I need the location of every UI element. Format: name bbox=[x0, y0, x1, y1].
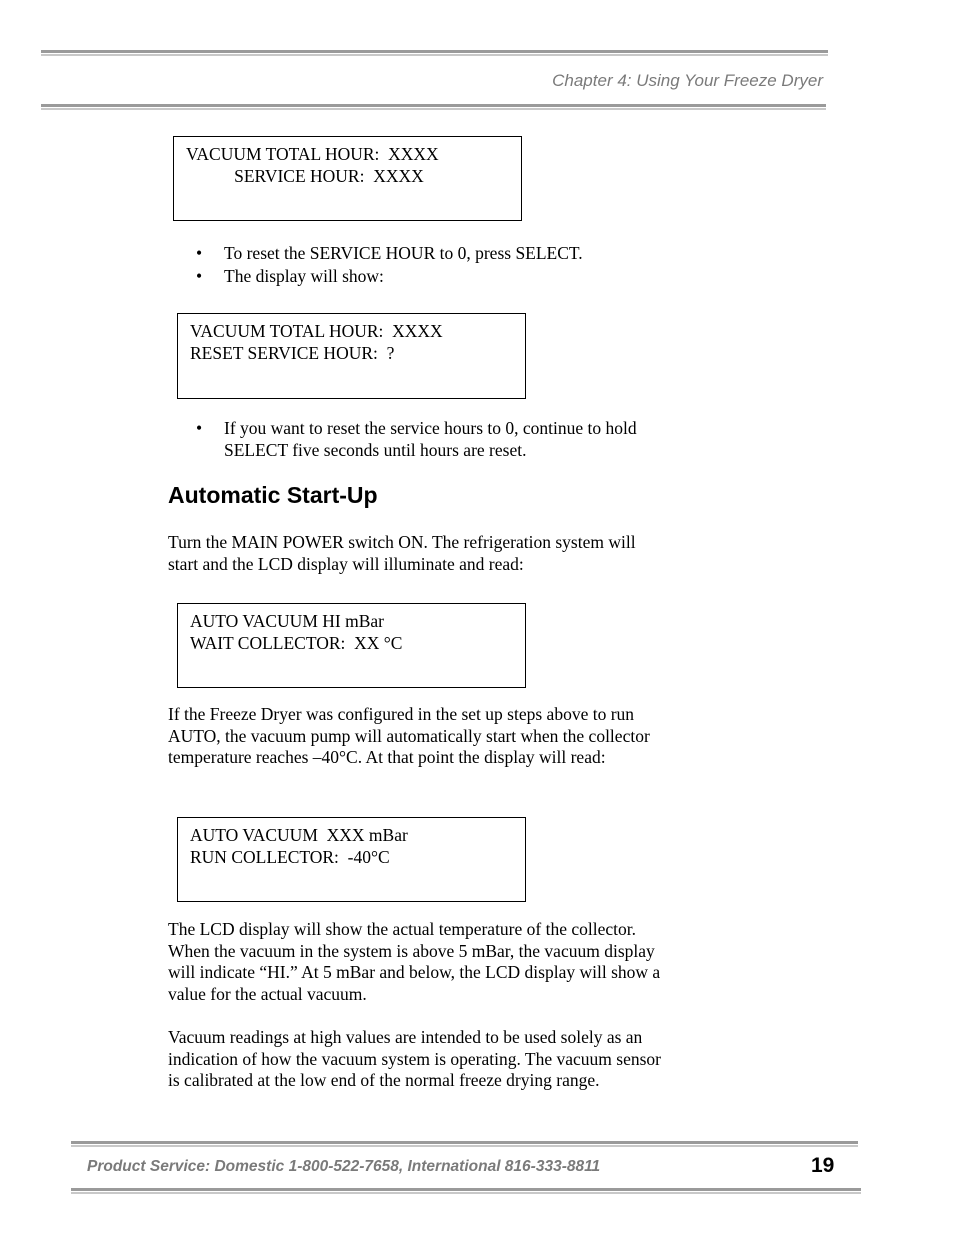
vacuum-readings-paragraph: Vacuum readings at high values are intended to be used solely as an indication of how the vacuum system is operating. The vacuum sensor is calibrated at the low end of the normal freeze drying range. bbox=[168, 1027, 661, 1091]
lcd-line: VACUUM TOTAL HOUR: XXXX bbox=[186, 144, 439, 164]
footer-rule-bottom-shadow bbox=[71, 1192, 861, 1194]
header-rule-top-shadow bbox=[41, 54, 828, 56]
auto-paragraph: If the Freeze Dryer was configured in the set up steps above to run AUTO, the vacuum pump will automatically start when the collector temperature reaches –40°C. At that point the display will read: bbox=[168, 704, 650, 768]
bullet-text: If you want to reset the service hours to 0, continue to hold SELECT five seconds until hours are reset. bbox=[224, 418, 637, 460]
header-rule-top bbox=[41, 50, 828, 53]
lcd-line: AUTO VACUUM HI mBar bbox=[190, 611, 384, 631]
lcd-line: AUTO VACUUM XXX mBar bbox=[190, 825, 408, 845]
bullet-icon: • bbox=[196, 418, 203, 438]
list-item bbox=[196, 265, 666, 287]
lcd-description-paragraph: The LCD display will show the actual temperature of the collector. When the vacuum in the system is above 5 mBar, the vacuum display will indicate “HI.” At 5 mBar and below, the LCD display will show a value for the actual vacuum. bbox=[168, 919, 661, 1004]
lcd-line: RESET SERVICE HOUR: ? bbox=[190, 343, 395, 363]
footer-rule-top bbox=[71, 1141, 858, 1144]
chapter-title: Chapter 4: Using Your Freeze Dryer bbox=[552, 71, 823, 90]
lcd-service-hours bbox=[173, 136, 522, 221]
bullet-icon: • bbox=[196, 266, 203, 286]
bullet-list bbox=[196, 417, 676, 461]
bullet-text: The display will show: bbox=[224, 266, 384, 286]
lcd-reset-service bbox=[177, 313, 526, 399]
footer-rule-bottom bbox=[71, 1188, 861, 1191]
section-heading: Automatic Start-Up bbox=[168, 482, 378, 508]
lcd-line: RUN COLLECTOR: -40°C bbox=[190, 847, 390, 867]
bullet-list bbox=[196, 242, 666, 287]
list-item bbox=[196, 417, 676, 461]
lcd-run-collector bbox=[177, 817, 526, 902]
bullet-text: To reset the SERVICE HOUR to 0, press SELECT. bbox=[224, 243, 583, 263]
footer-service-info: Product Service: Domestic 1-800-522-7658, International 816-333-8811 bbox=[87, 1158, 601, 1175]
lcd-line: SERVICE HOUR: XXXX bbox=[186, 166, 424, 186]
header-rule-bottom bbox=[41, 104, 826, 107]
footer-rule-top-shadow bbox=[71, 1145, 858, 1147]
lcd-line: VACUUM TOTAL HOUR: XXXX bbox=[190, 321, 443, 341]
lcd-wait-collector bbox=[177, 603, 526, 688]
list-item bbox=[196, 242, 666, 264]
bullet-icon: • bbox=[196, 243, 203, 263]
intro-paragraph: Turn the MAIN POWER switch ON. The refrigeration system will start and the LCD display will illuminate and read: bbox=[168, 532, 636, 574]
lcd-line: WAIT COLLECTOR: XX °C bbox=[190, 633, 403, 653]
header-rule-bottom-shadow bbox=[41, 108, 826, 110]
page-number: 19 bbox=[811, 1154, 835, 1177]
